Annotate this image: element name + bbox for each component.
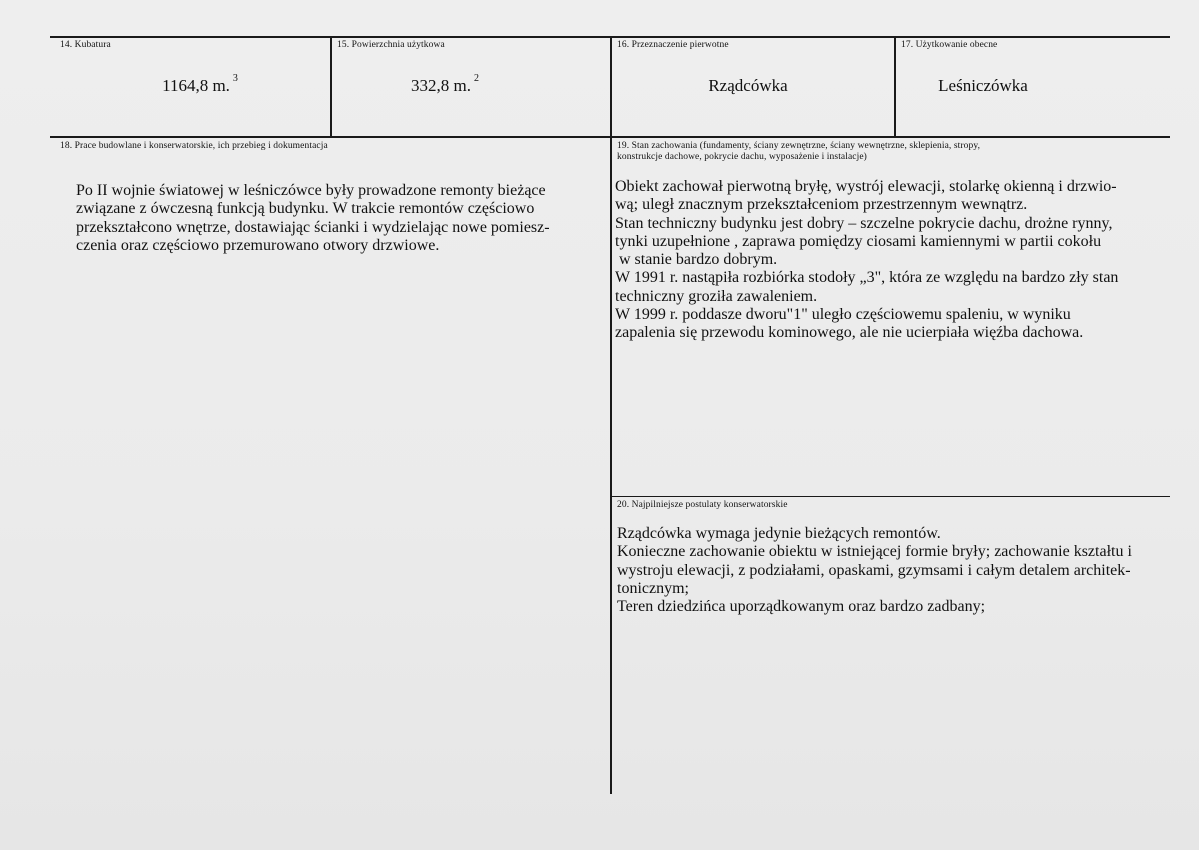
powierzchnia-value: 332,8 m. [411,76,471,95]
kubatura-value: 1164,8 m. [162,76,230,95]
text-line: W 1999 r. poddasze dworu"1" uległo częściowemu spaleniu, w wyniku [615,306,1071,324]
divider-14-15 [330,36,332,136]
field-15-label: 15. Powierzchnia użytkowa [337,40,445,50]
field-20-text [617,525,1169,616]
row-rule-20 [610,496,1170,497]
text-line: Teren dziedzińca uporządkowanym oraz bardzo zadbany; [617,598,986,616]
divider-16-17 [894,36,896,136]
field-17-value: Leśniczówka [938,76,1028,95]
field-19-label-line-1: 19. Stan zachowania (fundamenty, ściany zewnętrzne, ściany wewnętrzne, sklepienia, stropy, [617,141,981,151]
text-line: Obiekt zachował pierwotną bryłę, wystrój elewacji, stolarkę okienną i drzwio- [615,178,1117,195]
powierzchnia-exponent: 2 [473,73,479,85]
text-line: W 1991 r. nastąpiła rozbiórka stodoły „3", która ze względu na bardzo zły stan [615,269,1119,287]
text-line: Po II wojnie światowej w leśniczówce były prowadzone remonty bieżące [76,182,546,199]
divider-15-16 [610,36,612,794]
text-line: Konieczne zachowanie obiektu w istniejącej formie bryły; zachowanie kształtu i [617,543,1132,561]
field-16-value: Rządcówka [708,76,788,95]
kubatura-exponent: 3 [232,73,238,85]
field-18-label: 18. Prace budowlane i konserwatorskie, ich przebieg i dokumentacja [60,141,328,151]
text-line: wą; uległ znacznym przekształceniom przestrzennym wewnątrz. [615,196,1028,214]
field-16-label: 16. Przeznaczenie pierwotne [617,40,729,50]
text-line: wystroju elewacji, z podziałami, opaskami, gzymsami i całym detalem architek- [617,561,1131,579]
row-rule-1 [50,136,1170,138]
field-14-value [140,73,260,96]
text-line: techniczny groziła zawaleniem. [615,287,818,305]
field-14-label: 14. Kubatura [60,40,111,50]
field-18-text [76,182,596,255]
field-17-label: 17. Użytkowanie obecne [901,40,998,50]
text-line: związane z ówczesną funkcją budynku. W trakcie remontów częściowo [76,200,535,218]
text-line: tynki uzupełnione , zaprawa pomiędzy ciosami kamiennymi w partii cokołu [615,232,1102,250]
field-19-label [617,141,1167,163]
text-line: Stan techniczny budynku jest dobry – szczelne pokrycie dachu, drożne rynny, [615,214,1113,232]
field-19-text [615,178,1167,343]
text-line: Rządcówka wymaga jedynie bieżących remontów. [617,525,941,542]
field-15-value [390,73,500,96]
field-19-label-line-2: konstrukcje dachowe, pokrycie dachu, wyposażenie i instalacje) [617,152,867,162]
text-line: zapalenia się przewodu kominowego, ale nie ucierpiała więźba dachowa. [615,324,1084,342]
text-line: czenia oraz częściowo przemurowano otwory drzwiowe. [76,236,440,254]
text-line: tonicznym; [617,579,689,597]
text-line: przekształcono wnętrze, dostawiając ścianki i wydzielając nowe pomiesz- [76,218,550,236]
text-line: w stanie bardzo dobrym. [615,251,778,269]
field-20-label: 20. Najpilniejsze postulaty konserwatorskie [617,500,788,510]
